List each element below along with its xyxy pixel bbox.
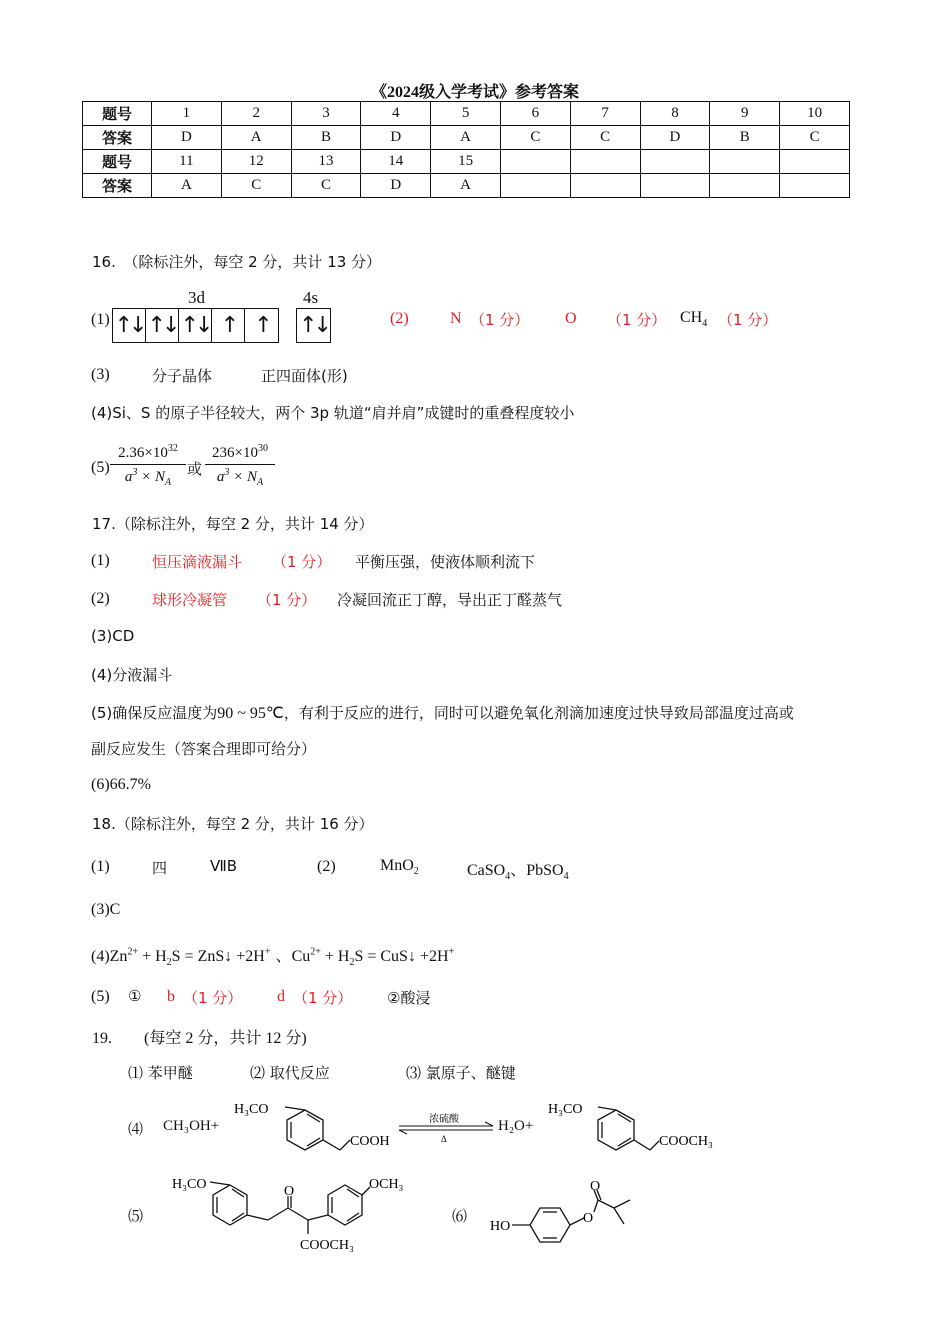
cond-top: 浓硫酸 [429, 1114, 459, 1125]
q16-heading: 16. （除标注外，每空 2 分，共计 13 分） [92, 253, 382, 271]
table-cell: C [291, 174, 361, 198]
table-cell: A [221, 126, 291, 150]
q18-p1-a: 四 [152, 859, 168, 877]
or-text: 或 [187, 460, 203, 478]
den-rest: × N [229, 469, 258, 485]
benzene-ring-icon [598, 1110, 634, 1150]
den-exp: 3 [132, 467, 138, 478]
table-cell: C [780, 126, 850, 150]
q17-p1-label: (1) [91, 552, 110, 569]
q16-p2-ch4-score: （1 分） [718, 311, 778, 329]
table-cell: 6 [500, 102, 570, 126]
q17-p5-b: ，有利于反应的进行，同时可以避免氧化剂滴加速度过快导致局部温度过高或 [283, 704, 794, 722]
q18-p5-d-score: （1 分） [293, 989, 353, 1007]
orbital-4s-box [296, 308, 331, 343]
q17-p3: (3)CD [91, 627, 135, 645]
orbital-4s-label: 4s [303, 288, 319, 307]
cond-bot: Δ [441, 1134, 447, 1144]
eq-sup: 2+ [310, 946, 321, 958]
q18-p1-label: (1) [91, 858, 110, 875]
table-cell: A [152, 174, 222, 198]
sep: 、 [510, 860, 527, 879]
eq-part: S = CuS↓ +2H [354, 948, 449, 965]
q18-p2-b [467, 857, 569, 882]
q17-p2-red: 球形冷凝管 [152, 591, 228, 609]
cooch3-label: COOCH₃ [300, 1238, 354, 1253]
table-row [83, 102, 850, 126]
q18-p2-label: (2) [317, 858, 336, 875]
q19-p6-label: ⑹ [452, 1207, 468, 1225]
den-sub: A [257, 477, 264, 488]
frac-exp: 30 [257, 443, 268, 454]
frac-exp: 32 [167, 443, 178, 454]
q18-p2-a [380, 857, 419, 877]
q18-p4-label: (4) [91, 948, 110, 965]
table-cell: 10 [780, 102, 850, 126]
orbital-cell: ↑ [212, 309, 245, 342]
q18-p5-d: d [277, 988, 285, 1005]
q16-p2-n-score: （1 分） [470, 311, 530, 329]
q19-p4-reactant: CH₃OH+ [163, 1118, 220, 1134]
q18-p4 [91, 943, 454, 968]
table-cell [570, 150, 640, 174]
orbital-cell: ↑↓ [113, 309, 146, 342]
q18-p5-c1: ① [128, 987, 142, 1005]
table-cell [570, 174, 640, 198]
table-cell: 9 [710, 102, 780, 126]
q19-p1: ⑴ 苯甲醚 [128, 1064, 193, 1082]
q16-p1-label: (1) [91, 311, 110, 328]
q16-p3-b: 正四面体(形) [261, 367, 348, 385]
eq-sup: + [448, 946, 455, 958]
orbital-cell: ↑ [254, 313, 269, 338]
answer-table [82, 101, 850, 198]
q19-p5-label: ⑸ [128, 1207, 144, 1225]
eq-sup: 2+ [127, 946, 139, 958]
q19-heading: 19. (每空 2 分，共计 12 分) [92, 1030, 307, 1047]
row-header: 答案 [83, 174, 152, 198]
table-cell: A [431, 126, 501, 150]
row-header: 题号 [83, 102, 152, 126]
q17-p2-text: 冷凝回流正丁醇，导出正丁醛蒸气 [337, 591, 563, 609]
table-row [83, 174, 850, 198]
den-a: a [124, 469, 133, 485]
caso4-sub: 4 [505, 871, 511, 883]
benzene-ring-icon [213, 1185, 247, 1225]
eq-sup: + [264, 946, 271, 958]
q18-p5-c2: ②酸浸 [387, 989, 431, 1007]
table-cell: 1 [152, 102, 222, 126]
h3co-label: H₃CO [548, 1102, 583, 1117]
benzene-ring-icon [287, 1110, 323, 1150]
eq-sep: 、 [270, 946, 292, 965]
h3co-label: H₃CO [172, 1177, 207, 1192]
q17-p1-score: （1 分） [272, 553, 332, 571]
q16-p2-o: O [565, 310, 577, 327]
eq-sub: 2 [349, 957, 355, 969]
h3co-label: H₃CO [234, 1102, 269, 1117]
table-cell: D [152, 126, 222, 150]
structure-acid [230, 1095, 400, 1155]
table-cell [710, 150, 780, 174]
table-cell [780, 150, 850, 174]
q18-p5-b: b [167, 988, 175, 1005]
q18-p3: (3)C [91, 901, 121, 918]
cooch3-label: COOCH₃ [659, 1134, 713, 1149]
table-cell: 4 [361, 102, 431, 126]
table-cell: B [291, 126, 361, 150]
mno2: MnO [380, 857, 414, 874]
orbital-cell: ↑↓ [179, 309, 212, 342]
eq-part: Zn [109, 948, 128, 965]
table-cell: 15 [431, 150, 501, 174]
frac-num: 2.36×10 [118, 445, 168, 461]
structure-q5 [170, 1170, 415, 1258]
q18-p5-b-score: （1 分） [183, 989, 243, 1007]
table-cell: D [361, 126, 431, 150]
q18-heading: 18.（除标注外，每空 2 分，共计 16 分） [92, 815, 374, 833]
q17-p2-label: (2) [91, 590, 110, 607]
fraction-2 [205, 443, 275, 488]
table-cell: C [221, 174, 291, 198]
row-header: 题号 [83, 150, 152, 174]
benzene-ring-icon [328, 1185, 362, 1225]
carbonyl-o: O [284, 1184, 295, 1199]
pbso4-sub: 4 [563, 871, 569, 883]
table-cell [500, 174, 570, 198]
q18-p1-b: ⅦB [210, 857, 238, 875]
structure-q6 [488, 1178, 638, 1248]
den-rest: × N [137, 469, 166, 485]
ho-label: HO [490, 1219, 511, 1234]
orbital-cell: ↑↓ [146, 309, 179, 342]
q18-p5-label: (5) [91, 988, 110, 1005]
table-cell [710, 174, 780, 198]
q16-p3-a: 分子晶体 [152, 367, 213, 385]
carbonyl-o: O [590, 1179, 601, 1194]
table-cell: 13 [291, 150, 361, 174]
row-header: 答案 [83, 126, 152, 150]
table-cell: C [500, 126, 570, 150]
table-cell [780, 174, 850, 198]
q17-p2-score: （1 分） [257, 591, 317, 609]
q16-p3-label: (3) [91, 366, 110, 383]
q17-p1-red: 恒压滴液漏斗 [152, 553, 243, 571]
q17-p5-line2: 副反应发生（答案合理即可给分） [91, 740, 317, 758]
caso4: CaSO [467, 862, 506, 879]
structure-ester [546, 1095, 731, 1155]
table-cell: 3 [291, 102, 361, 126]
q16-p5-label: (5) [91, 459, 110, 476]
table-cell: B [710, 126, 780, 150]
table-row [83, 150, 850, 174]
pbso4: PbSO [526, 862, 564, 879]
benzene-ring-icon [530, 1208, 570, 1242]
orbital-3d-box [112, 308, 279, 343]
table-cell: 8 [640, 102, 710, 126]
q17-p6: (6)66.7% [91, 776, 151, 793]
den-exp: 3 [224, 467, 230, 478]
q19-p4-label: ⑷ [128, 1120, 144, 1138]
mno2-sub: 2 [413, 866, 419, 878]
q16-p2-o-score: （1 分） [607, 311, 667, 329]
table-cell [640, 174, 710, 198]
q19-p4-h2o: H₂O+ [498, 1118, 534, 1134]
orbital-3d-label: 3d [188, 288, 205, 307]
q19-p2: ⑵ 取代反应 [250, 1064, 330, 1082]
table-row [83, 126, 850, 150]
eq-part: Cu [291, 948, 311, 965]
eq-part: + H [320, 948, 350, 965]
q17-p5-temp: 90 ~ 95℃ [217, 705, 284, 722]
q16-p2-n: N [450, 310, 462, 327]
ester-o: O [583, 1211, 594, 1226]
reaction-arrow-icon [397, 1110, 497, 1146]
table-cell: 5 [431, 102, 501, 126]
table-cell: 14 [361, 150, 431, 174]
q17-p5-a: (5)确保反应温度为 [91, 704, 218, 722]
q17-heading: 17.（除标注外，每空 2 分，共计 14 分） [92, 515, 374, 533]
eq-part: S = ZnS↓ +2H [171, 948, 265, 965]
cooh-label: COOH [350, 1134, 390, 1149]
q17-p1-text: 平衡压强，使液体顺利流下 [355, 553, 536, 571]
q16-p2-label: (2) [390, 310, 409, 327]
eq-sub: 2 [166, 957, 172, 969]
q19-p3: ⑶ 氯原子、醚键 [406, 1064, 516, 1082]
den-sub: A [165, 477, 172, 488]
table-cell: C [570, 126, 640, 150]
fraction-1 [110, 443, 186, 488]
page-title: 《2024级入学考试》参考答案 [370, 84, 579, 101]
table-cell: D [640, 126, 710, 150]
table-cell: 2 [221, 102, 291, 126]
table-cell [500, 150, 570, 174]
q17-p5-line1 [91, 702, 794, 723]
frac-num: 236×10 [212, 445, 258, 461]
ch-sub: 4 [702, 318, 708, 330]
table-cell: 11 [152, 150, 222, 174]
table-cell: A [431, 174, 501, 198]
q16-p2-ch4 [680, 309, 707, 329]
orbital-cell: ↑↓ [299, 313, 328, 338]
q17-p4: (4)分液漏斗 [91, 666, 173, 684]
ch-text: CH [680, 309, 703, 326]
och3-label: OCH₃ [369, 1177, 404, 1192]
table-cell: D [361, 174, 431, 198]
q16-p4: (4)Si、S 的原子半径较大，两个 3p 轨道“肩并肩”成键时的重叠程度较小 [91, 404, 575, 422]
table-cell: 12 [221, 150, 291, 174]
eq-part: + H [138, 948, 167, 965]
table-cell: 7 [570, 102, 640, 126]
table-cell [640, 150, 710, 174]
den-a: a [216, 469, 225, 485]
